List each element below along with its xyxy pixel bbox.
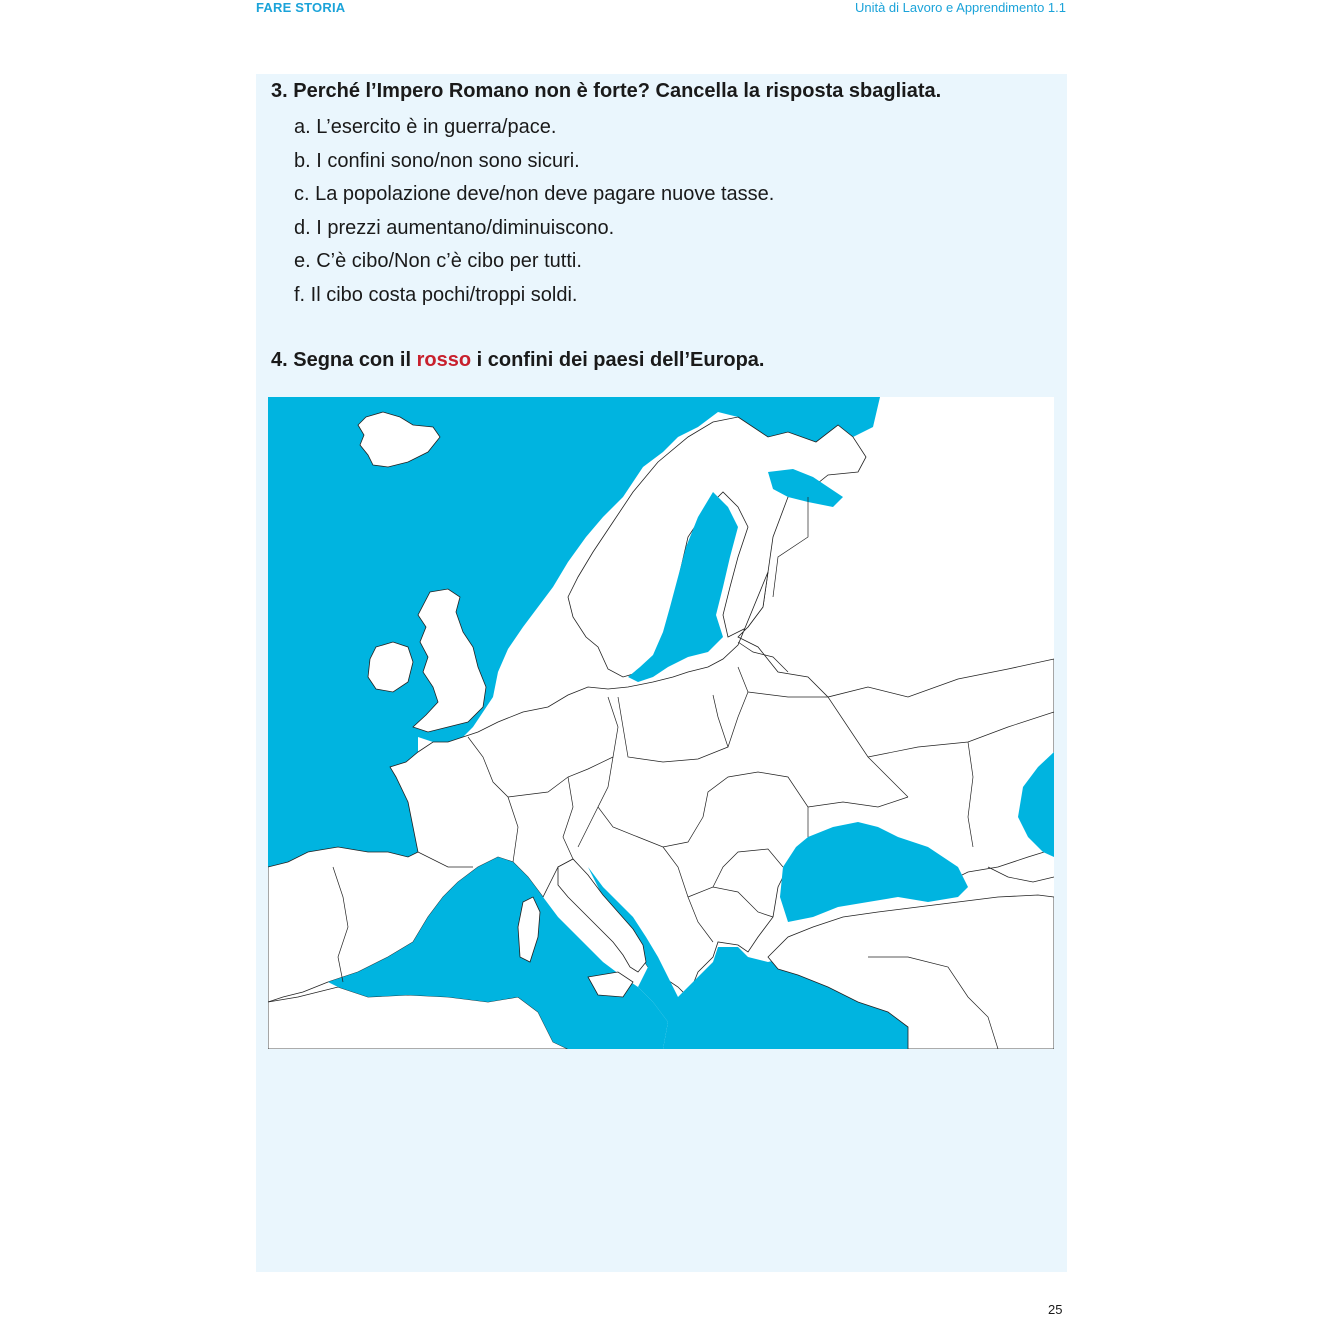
answer-c[interactable]: c. La popolazione deve/non deve pagare nuove tasse. [294,183,775,206]
europe-map-svg[interactable] [268,397,1054,1049]
answer-b[interactable]: b. I confini sono/non sono sicuri. [294,149,580,172]
q4-bold-word: confini [487,349,554,371]
europe-map[interactable] [268,397,1054,1049]
answer-d[interactable]: d. I prezzi aumentano/diminuiscono. [294,216,615,239]
question-3-title: 3. Perché l’Impero Romano non è forte? Cancella la risposta sbagliata. [271,80,942,102]
q4-red-word: rosso [416,349,472,371]
q4-text-2: i [471,349,488,371]
question-4-title [271,349,764,372]
q4-text-1: 4. Segna con il [271,349,417,371]
q4-text-3: dei paesi dell’Europa. [553,349,765,371]
question-3-answers [294,114,774,316]
header-unit: Unità di Lavoro e Apprendimento 1.1 [854,0,1066,15]
answer-a[interactable]: a. L’esercito è in guerra/pace. [294,116,557,138]
header-title: FARE STORIA [256,0,346,15]
answer-e[interactable]: e. C’è cibo/Non c’è cibo per tutti. [294,250,582,273]
answer-f[interactable]: f. Il cibo costa pochi/troppi soldi. [294,283,578,306]
page-number: 25 [1048,1302,1063,1317]
